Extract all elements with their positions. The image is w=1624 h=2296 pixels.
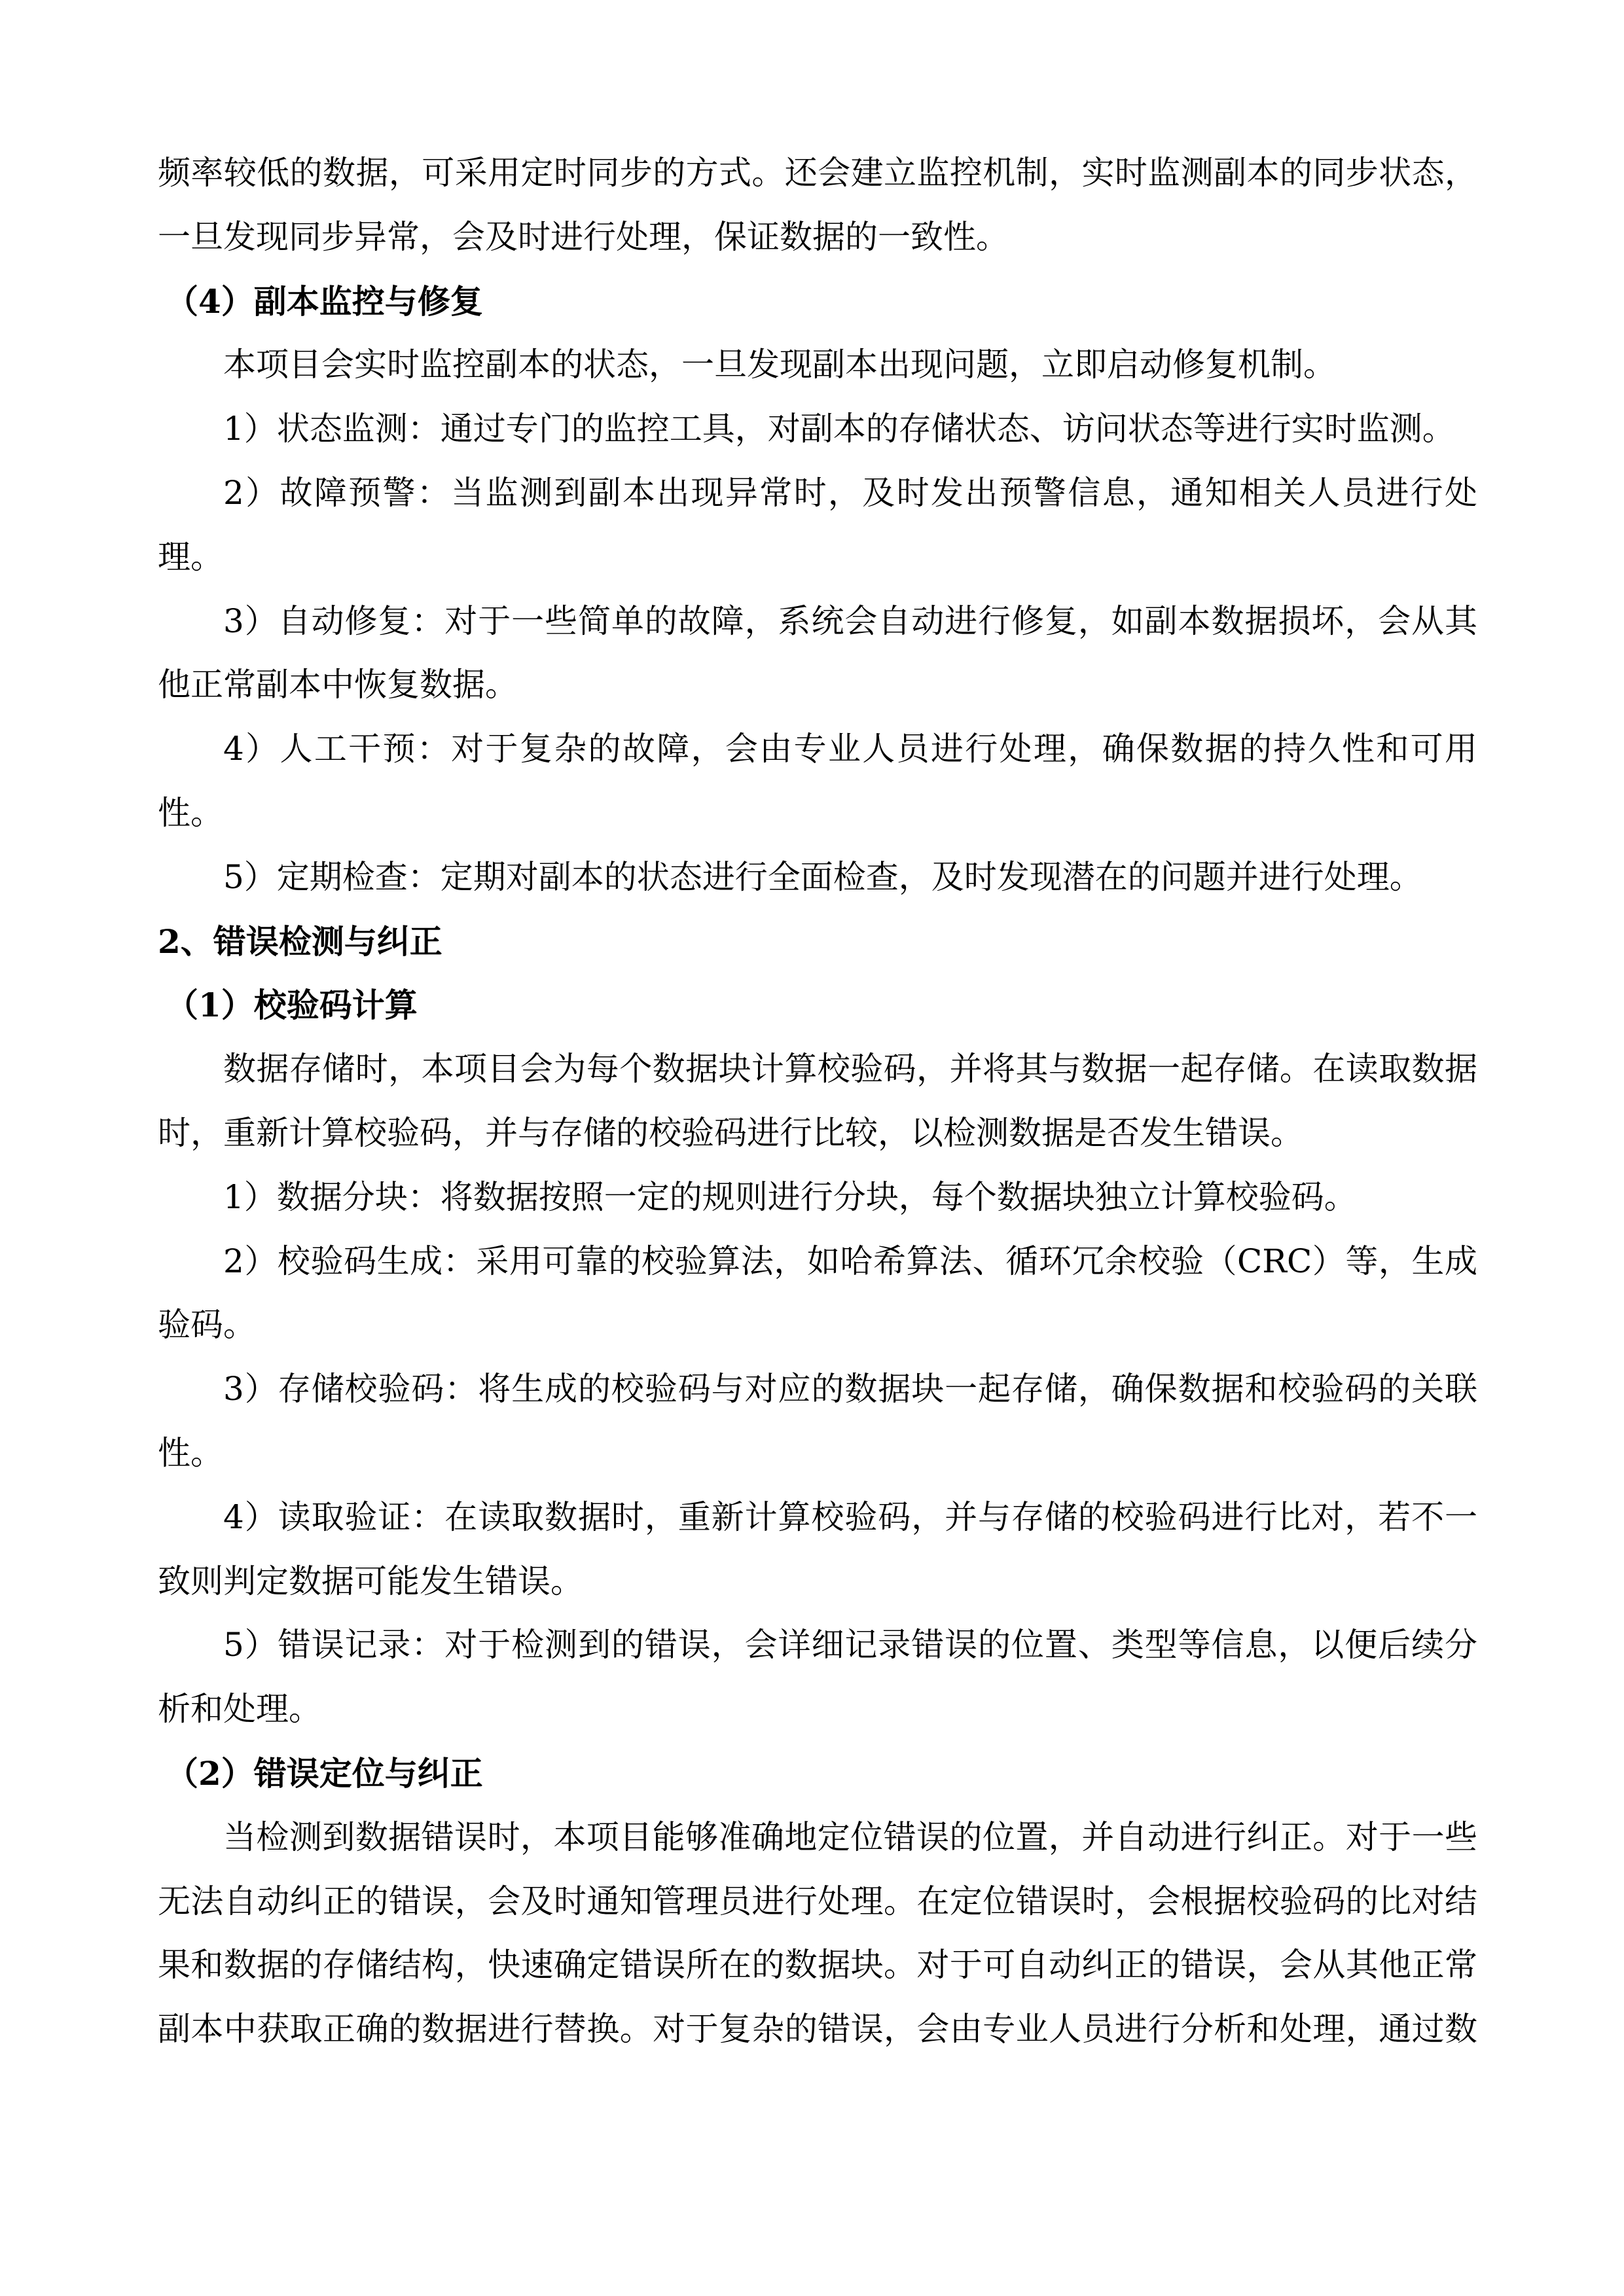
section-heading: （4）副本监控与修复	[166, 281, 483, 321]
paragraph-line: 时，重新计算校验码，并与存储的校验码进行比较，以检测数据是否发生错误。	[158, 1113, 1303, 1152]
document-page	[158, 141, 1477, 2062]
paragraph-line: 4）读取验证：在读取数据时，重新计算校验码，并与存储的校验码进行比对，若不一	[223, 1498, 1477, 1536]
paragraph-line: 性。	[158, 1433, 223, 1472]
paragraph-line: 本项目会实时监控副本的状态，一旦发现副本出现问题，立即启动修复机制。	[223, 346, 1336, 384]
paragraph-line: 他正常副本中恢复数据。	[158, 666, 518, 704]
paragraph-line: 析和处理。	[158, 1690, 321, 1729]
paragraph-line: 5）定期检查：定期对副本的状态进行全面检查，及时发现潜在的问题并进行处理。	[223, 857, 1422, 896]
paragraph-line: 性。	[158, 793, 223, 832]
paragraph-line: 1）数据分块：将数据按照一定的规则进行分块，每个数据块独立计算校验码。	[223, 1177, 1357, 1216]
paragraph-line: 数据存储时，本项目会为每个数据块计算校验码，并将其与数据一起存储。在读取数据	[223, 1050, 1477, 1088]
paragraph-line: 2）校验码生成：采用可靠的校验算法，如哈希算法、循环冗余校验（CRC）等，生成	[223, 1242, 1477, 1280]
paragraph-line: 验码。	[158, 1306, 256, 1344]
paragraph-line: 频率较低的数据，可采用定时同步的方式。还会建立监控机制，实时监测副本的同步状态，	[158, 154, 1477, 192]
paragraph-line: 3）存储校验码：将生成的校验码与对应的数据块一起存储，确保数据和校验码的关联	[223, 1370, 1477, 1408]
paragraph-line: 理。	[158, 537, 223, 576]
section-heading: （1）校验码计算	[166, 986, 418, 1025]
paragraph-line: 致则判定数据可能发生错误。	[158, 1562, 583, 1600]
section-heading: （2）错误定位与纠正	[166, 1753, 483, 1793]
section-heading: 2、错误检测与纠正	[158, 922, 442, 961]
paragraph-line: 副本中获取正确的数据进行替换。对于复杂的错误，会由专业人员进行分析和处理，通过数	[158, 2010, 1477, 2049]
paragraph-line: 3）自动修复：对于一些简单的故障，系统会自动进行修复，如副本数据损坏，会从其	[223, 601, 1477, 640]
paragraph-line: 一旦发现同步异常，会及时进行处理，保证数据的一致性。	[158, 217, 1009, 256]
paragraph-line: 5）错误记录：对于检测到的错误，会详细记录错误的位置、类型等信息，以便后续分	[223, 1626, 1477, 1664]
paragraph-line: 无法自动纠正的错误，会及时通知管理员进行处理。在定位错误时，会根据校验码的比对结	[158, 1882, 1477, 1920]
paragraph-line: 果和数据的存储结构，快速确定错误所在的数据块。对于可自动纠正的错误，会从其他正常	[158, 1946, 1477, 1984]
paragraph-line: 当检测到数据错误时，本项目能够准确地定位错误的位置，并自动进行纠正。对于一些	[223, 1818, 1477, 1856]
paragraph-line: 1）状态监测：通过专门的监控工具，对副本的存储状态、访问状态等进行实时监测。	[223, 410, 1455, 448]
paragraph-line: 2）故障预警：当监测到副本出现异常时，及时发出预警信息，通知相关人员进行处	[223, 473, 1477, 512]
paragraph-line: 4）人工干预：对于复杂的故障，会由专业人员进行处理，确保数据的持久性和可用	[223, 730, 1477, 768]
